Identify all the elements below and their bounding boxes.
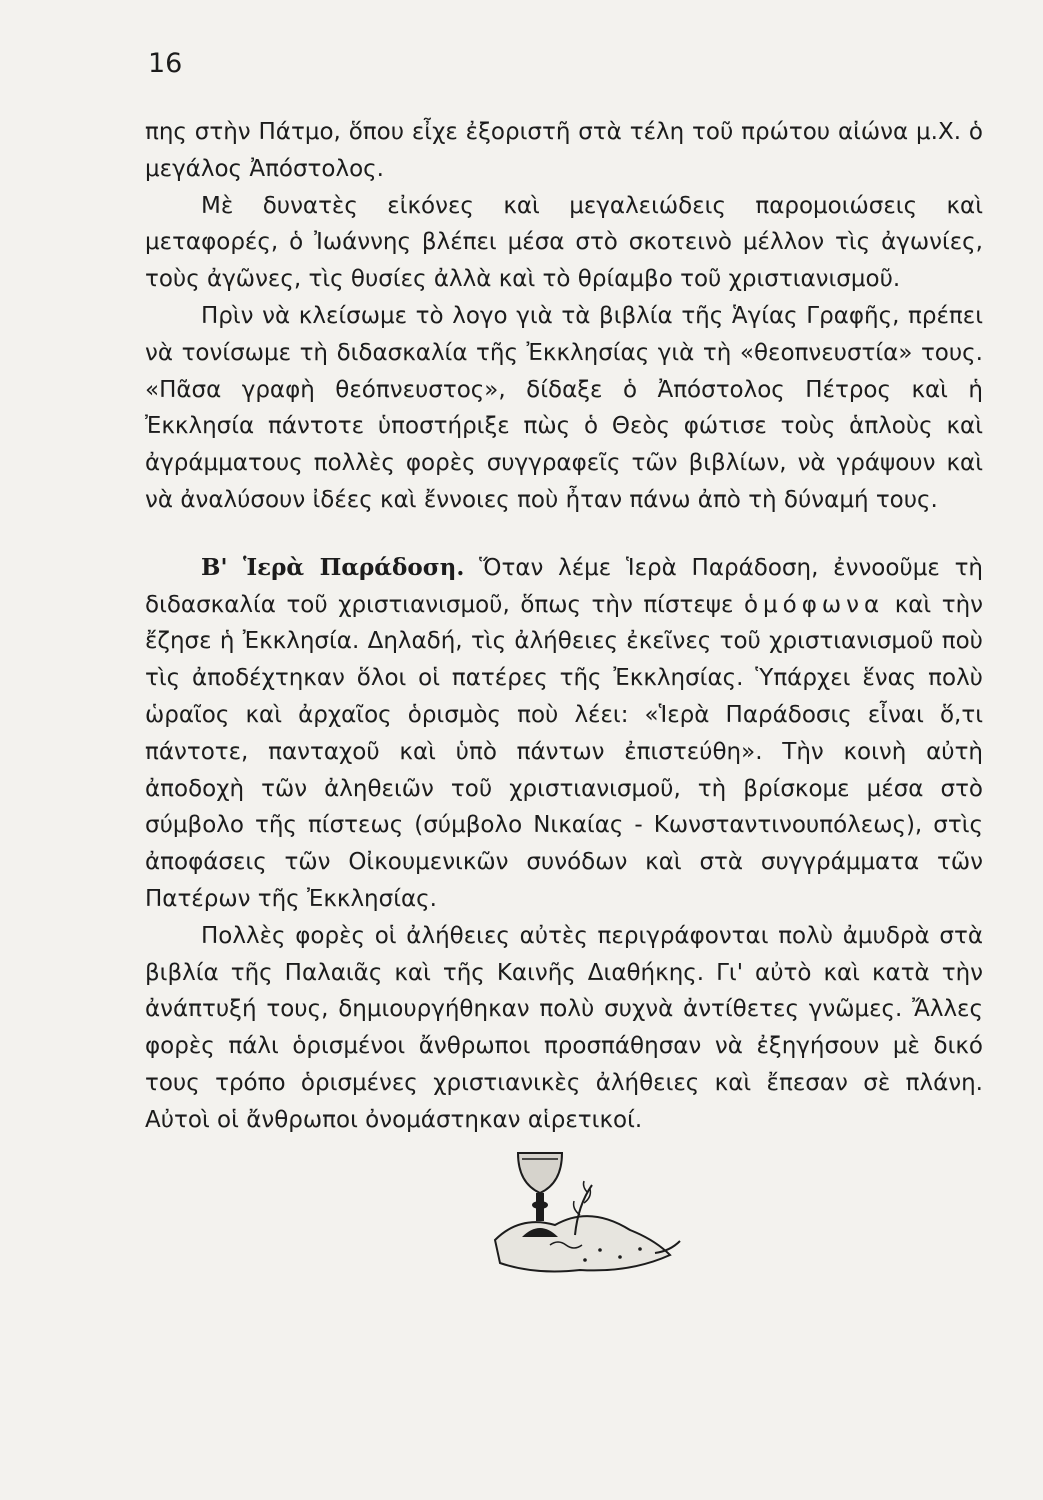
page-number: 16 [148, 48, 183, 79]
paragraph-heretics: Πολλὲς φορὲς οἱ ἀλήθειες αὐτὲς περιγράφονται πολὺ ἀμυδρὰ στὰ βιβλία τῆς Παλαιᾶς καὶ τῆς Καινῆς Διαθήκης. Γι' αὐτὸ καὶ κατὰ τὴν ἀνάπτυξή τους, δημιουργήθηκαν πολὺ συχνὰ ἀντίθετες γνῶμες. Ἄλλες φορὲς πάλι ὁρισμένοι ἄνθρωποι προσπάθησαν νὰ ἐξηγήσουν μὲ δικό τους τρόπο ὁρισμένες χριστιανικὲς ἀλήθειες καὶ ἔπεσαν σὲ πλάνη. Αὐτοὶ οἱ ἄνθρωποι ὀνομάστηκαν αἱρετικοί. [145, 922, 983, 1133]
section-heading-holy-tradition: Β' Ἱερὰ Παράδοση. [201, 553, 465, 581]
paragraph-text: καὶ τὴν ἔζησε ἡ Ἐκκλησία. Δηλαδή, τὶς ἀλήθειες ἐκεῖνες τοῦ χριστιανισμοῦ ποὺ τὶς ἀποδέχτηκαν ὅλοι οἱ πατέρες τῆς Ἐκκλησίας. Ὑπάρχει ἕνας πολὺ ὡραῖος καὶ ἀρχαῖος ὁρισμὸς ποὺ λέει: «Ἱερὰ Παράδοσις εἶναι ὅ,τι πάντοτε, πανταχοῦ καὶ ὑπὸ πάντων ἐπιστεύθη». Τὴν κοινὴ αὐτὴ ἀποδοχὴ τῶν ἀληθειῶν τοῦ χριστιανισμοῦ, τὴ βρίσκομε μέσα στὸ σύμβολο τῆς πίστεως (σύμβολο Νικαίας - Κωνσταντινουπόλεως), στὶς ἀποφάσεις τῶν Οἰκουμενικῶν συνόδων καὶ στὰ συγγράμματα τῶν Πατέρων τῆς Ἐκκλησίας. [145, 591, 983, 912]
body-text [145, 114, 983, 1139]
paragraph-holy-tradition [145, 550, 983, 918]
chalice-ornament-icon [480, 1145, 690, 1280]
paragraph-images: Μὲ δυνατὲς εἰκόνες καὶ μεγαλειώδεις παρομοιώσεις καὶ μεταφορές, ὁ Ἰωάννης βλέπει μέσα στὸ σκοτεινὸ μέλλον τὶς ἀγωνίες, τοὺς ἀγῶνες, τὶς θυσίες ἀλλὰ καὶ τὸ θρίαμβο τοῦ χριστιανισμοῦ. [145, 192, 983, 293]
spaced-word: ὁμόφωνα [743, 591, 885, 618]
paragraph-text: Ὅταν λέμε Ἱερὰ Παράδοση, ἐννοοῦμε τὴ διδασκαλία τοῦ χριστιανισμοῦ, ὅπως τὴν πίστεψε [145, 554, 984, 618]
paragraph-inspiration: Πρὶν νὰ κλείσωμε τὸ λογο γιὰ τὰ βιβλία τῆς Ἁγίας Γραφῆς, πρέπει νὰ τονίσωμε τὴ διδασκαλία τῆς Ἐκκλησίας γιὰ τὴ «θεοπνευστία» τους. «Πᾶσα γραφὴ θεόπνευστος», δίδαξε ὁ Ἀπόστολος Πέτρος καὶ ἡ Ἐκκλησία πάντοτε ὑποστήριξε πὼς ὁ Θεὸς φώτισε τοὺς ἁπλοὺς καὶ ἀγράμματους πολλὲς φορὲς συγγραφεῖς τῶν βιβλίων, νὰ γράψουν καὶ νὰ ἀναλύσουν ἰδέες καὶ ἔννοιες ποὺ ἦταν πάνω ἀπὸ τὴ δύναμή τους. [145, 302, 983, 513]
paragraph-patmos: πης στὴν Πάτμο, ὅπου εἶχε ἐξοριστῆ στὰ τέλη τοῦ πρώτου αἰώνα μ.Χ. ὁ μεγάλος Ἀπόστολος. [145, 119, 983, 182]
